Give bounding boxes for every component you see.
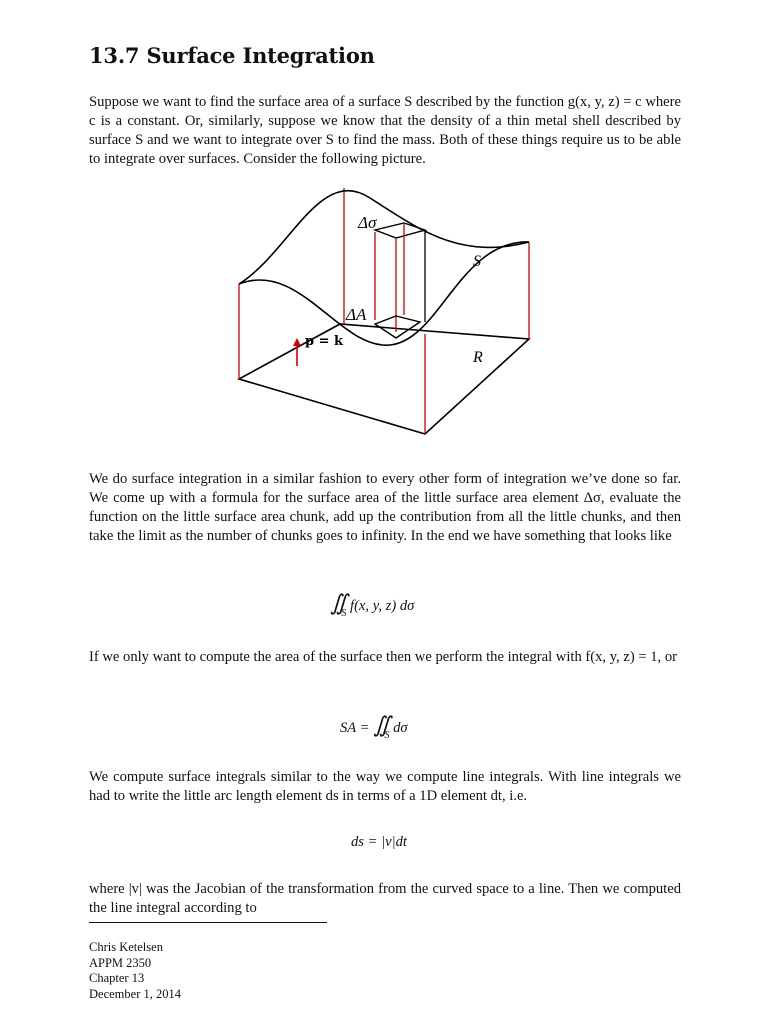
equation-arc-length: ds = |v|dt xyxy=(351,834,407,850)
double-integral-symbol: ∬ xyxy=(330,590,342,615)
integral-subscript-2: S xyxy=(384,730,390,741)
label-R: R xyxy=(473,349,483,366)
footer xyxy=(89,940,181,1002)
label-p: p = k xyxy=(305,334,344,349)
p-arrowhead xyxy=(293,338,301,346)
intro-paragraph: Suppose we want to find the surface area of a surface S described by the function g(x, y, z) = c where c is a constant. Or, similarly, suppose we know that the density of a thin metal shell described by surface S and we want to integrate over S to find the mass. Both of these things require us to be able to integrate over surfaces. Consider the following picture. xyxy=(89,94,681,167)
line-integral-paragraph: We compute surface integrals similar to the way we compute line integrals. With line integrals we had to write the little arc length element ds in terms of a 1D element dt, i.e. xyxy=(89,769,681,804)
footer-author: Chris Ketelsen xyxy=(89,940,163,954)
method-paragraph: We do surface integration in a similar fashion to every other form of integration we’ve done so far. We come up with a formula for the surface area of the little surface area element Δσ, evaluate the function on the little surface area chunk, add up the contribution from all the little chunks, and then take the limit as the number of chunks goes to infinity. In the end we have something that looks like xyxy=(89,471,681,544)
section-title: 13.7 Surface Integration xyxy=(89,43,375,68)
surface-figure xyxy=(230,180,540,440)
equation-surface-area xyxy=(340,712,408,741)
double-integral-symbol-2: ∬ xyxy=(373,712,385,737)
jacobian-paragraph: where |v| was the Jacobian of the transformation from the curved space to a line. Then we computed the line integral according to xyxy=(89,881,681,916)
footer-chapter: Chapter 13 xyxy=(89,971,145,986)
footer-divider xyxy=(89,922,327,923)
footer-course: APPM 2350 xyxy=(89,955,152,970)
integral-subscript: S xyxy=(341,608,347,619)
integrand-2: dσ xyxy=(393,720,408,736)
surface-S xyxy=(239,191,529,284)
label-S: S xyxy=(473,253,481,270)
label-dA: ΔA xyxy=(346,305,367,324)
sa-lhs: SA = xyxy=(340,720,370,736)
column-top xyxy=(375,223,425,238)
label-dsigma: Δσ xyxy=(358,213,377,232)
equation-surface-integral xyxy=(330,590,414,619)
integrand: f(x, y, z) dσ xyxy=(350,598,415,614)
area-paragraph: If we only want to compute the area of the surface then we perform the integral with f(x, y, z) = 1, or xyxy=(89,649,677,665)
region-R xyxy=(239,324,529,434)
footer-date: December 1, 2014 xyxy=(89,986,181,1001)
